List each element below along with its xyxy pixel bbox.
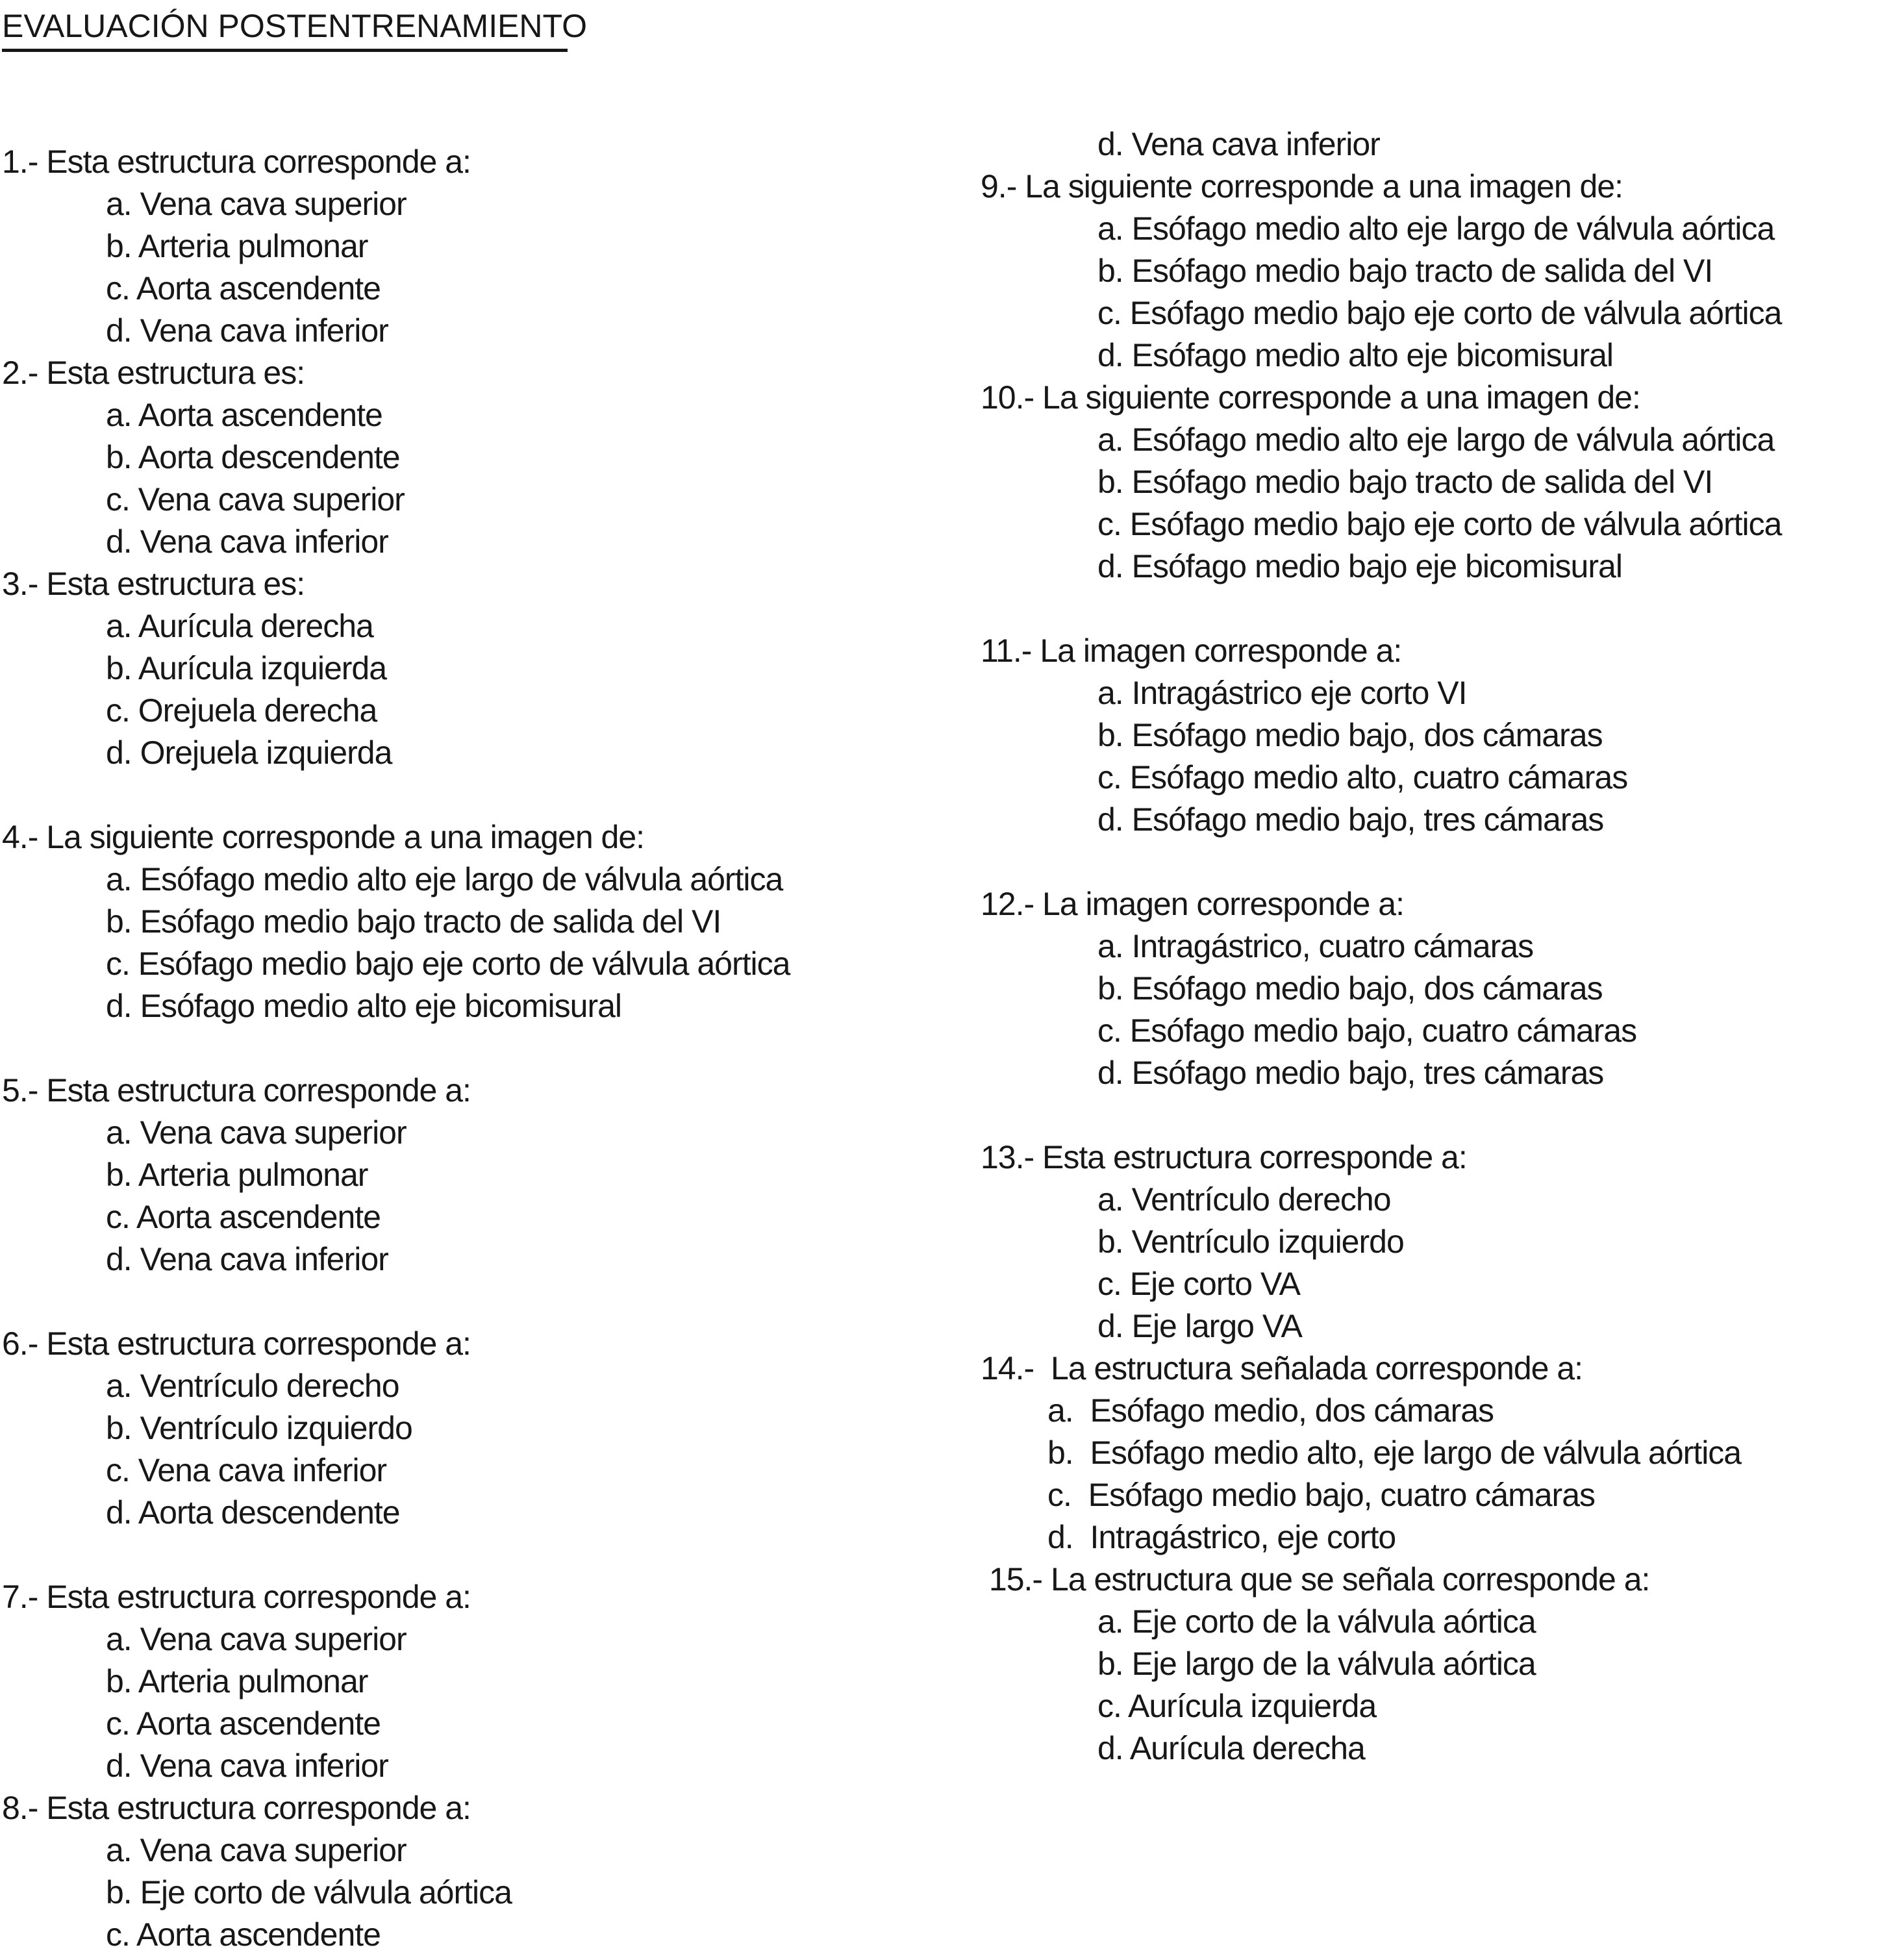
answer-option: b. Esófago medio bajo, dos cámaras xyxy=(1097,970,1603,1007)
answer-option: a. Esófago medio alto eje largo de válvula aórtica xyxy=(1097,421,1775,458)
question-block xyxy=(2,141,955,352)
answer-option: d. Eje largo VA xyxy=(1097,1308,1302,1344)
answer-option: c. Esófago medio bajo eje corto de válvula aórtica xyxy=(1097,295,1782,331)
question-block xyxy=(981,377,1904,588)
answer-option: d. Vena cava inferior xyxy=(106,523,388,560)
answer-option: b. Esófago medio bajo, dos cámaras xyxy=(1097,717,1603,753)
answer-option: c. Vena cava superior xyxy=(106,481,405,518)
answer-option: d. Aorta descendente xyxy=(106,1494,400,1531)
page-header xyxy=(2,5,955,52)
question-block xyxy=(2,563,955,774)
question-header: 11.- La imagen corresponde a: xyxy=(981,633,1402,669)
answer-option: c. Orejuela derecha xyxy=(106,692,377,729)
question-header: 4.- La siguiente corresponde a una imagen de: xyxy=(2,819,645,855)
answer-option: c. Aorta ascendente xyxy=(106,1199,381,1235)
answer-option: d. Vena cava inferior xyxy=(1097,126,1380,162)
answer-option: d. Vena cava inferior xyxy=(106,312,388,349)
question-block xyxy=(981,166,1904,377)
answer-option: b. Esófago medio alto, eje largo de válvula aórtica xyxy=(1047,1435,1742,1471)
answer-option: d. Orejuela izquierda xyxy=(106,734,392,771)
answer-option: c. Aorta ascendente xyxy=(106,270,381,307)
answer-option: a. Esófago medio, dos cámaras xyxy=(1047,1392,1494,1429)
answer-option: d. Esófago medio bajo, tres cámaras xyxy=(1097,801,1604,838)
question-block xyxy=(981,1348,1904,1559)
question-header: 1.- Esta estructura corresponde a: xyxy=(2,144,471,180)
answer-option: a. Vena cava superior xyxy=(106,186,407,222)
question-header: 7.- Esta estructura corresponde a: xyxy=(2,1579,471,1615)
question-continuation-block xyxy=(981,123,1904,166)
answer-option: d. Esófago medio bajo, tres cámaras xyxy=(1097,1055,1604,1091)
question-header: 5.- Esta estructura corresponde a: xyxy=(2,1072,471,1109)
question-block xyxy=(981,883,1904,1094)
answer-option: c. Esófago medio alto, cuatro cámaras xyxy=(1097,759,1628,796)
question-block xyxy=(2,1323,955,1534)
question-block xyxy=(2,1070,955,1281)
question-header: 3.- Esta estructura es: xyxy=(2,566,305,602)
answer-option: a. Eje corto de la válvula aórtica xyxy=(1097,1603,1536,1640)
answer-option: d. Esófago medio bajo eje bicomisural xyxy=(1097,548,1622,584)
left-question-list xyxy=(2,141,955,1956)
answer-option: b. Aorta descendente xyxy=(106,439,400,475)
answer-option: c. Esófago medio bajo, cuatro cámaras xyxy=(1097,1012,1637,1049)
question-header: 6.- Esta estructura corresponde a: xyxy=(2,1325,471,1362)
answer-option: c. Esófago medio bajo, cuatro cámaras xyxy=(1047,1477,1596,1513)
answer-option: a. Aorta ascendente xyxy=(106,397,382,433)
answer-option: b. Aurícula izquierda xyxy=(106,650,387,686)
answer-option: c. Esófago medio bajo eje corto de válvula aórtica xyxy=(106,946,790,982)
question-header: 8.- Esta estructura corresponde a: xyxy=(2,1790,471,1826)
question-header: 14.- La estructura señalada corresponde a: xyxy=(981,1350,1583,1386)
answer-option: d. Vena cava inferior xyxy=(106,1241,388,1277)
answer-option: c. Eje corto VA xyxy=(1097,1266,1300,1302)
answer-option: b. Ventrículo izquierdo xyxy=(1097,1223,1404,1260)
answer-option: b. Ventrículo izquierdo xyxy=(106,1410,412,1446)
question-block xyxy=(981,630,1904,841)
answer-option: d. Aurícula derecha xyxy=(1097,1730,1365,1766)
question-header: 2.- Esta estructura es: xyxy=(2,355,305,391)
question-header: 15.- La estructura que se señala corresponde a: xyxy=(981,1561,1650,1598)
answer-option: c. Vena cava inferior xyxy=(106,1452,387,1488)
answer-option: b. Arteria pulmonar xyxy=(106,1157,368,1193)
question-block xyxy=(2,352,955,563)
answer-option: c. Esófago medio bajo eje corto de válvula aórtica xyxy=(1097,506,1782,542)
answer-option: a. Vena cava superior xyxy=(106,1832,407,1868)
answer-option: b. Esófago medio bajo tracto de salida del VI xyxy=(106,903,721,940)
answer-option: b. Arteria pulmonar xyxy=(106,1663,368,1699)
answer-option: d. Esófago medio alto eje bicomisural xyxy=(1097,337,1614,373)
question-header: 9.- La siguiente corresponde a una imagen de: xyxy=(981,168,1623,205)
question-header: 10.- La siguiente corresponde a una imagen de: xyxy=(981,379,1640,416)
answer-option: d. Intragástrico, eje corto xyxy=(1047,1519,1396,1555)
answer-option: b. Arteria pulmonar xyxy=(106,228,368,264)
answer-option: d. Vena cava inferior xyxy=(106,1748,388,1784)
question-header: 12.- La imagen corresponde a: xyxy=(981,886,1404,922)
question-block xyxy=(981,1136,1904,1348)
question-header: 13.- Esta estructura corresponde a: xyxy=(981,1139,1467,1175)
answer-option: a. Ventrículo derecho xyxy=(106,1368,399,1404)
answer-option: d. Esófago medio alto eje bicomisural xyxy=(106,988,622,1024)
answer-option: a. Vena cava superior xyxy=(106,1114,407,1151)
answer-option: b. Eje largo de la válvula aórtica xyxy=(1097,1646,1536,1682)
answer-option: a. Ventrículo derecho xyxy=(1097,1181,1391,1218)
answer-option: a. Intragástrico eje corto VI xyxy=(1097,675,1467,711)
answer-option: a. Intragástrico, cuatro cámaras xyxy=(1097,928,1534,964)
question-block xyxy=(981,1559,1904,1770)
answer-option: c. Aorta ascendente xyxy=(106,1916,381,1953)
answer-option: a. Vena cava superior xyxy=(106,1621,407,1657)
answer-option: a. Esófago medio alto eje largo de válvula aórtica xyxy=(1097,210,1775,247)
answer-option: b. Esófago medio bajo tracto de salida del VI xyxy=(1097,253,1713,289)
right-question-list xyxy=(981,123,1904,1770)
question-block xyxy=(2,1787,955,1956)
answer-option: a. Aurícula derecha xyxy=(106,608,373,644)
question-block xyxy=(2,1576,955,1787)
answer-option: a. Esófago medio alto eje largo de válvula aórtica xyxy=(106,861,783,897)
page-title: EVALUACIÓN POSTENTRENAMIENTO xyxy=(2,5,587,52)
answer-option: b. Eje corto de válvula aórtica xyxy=(106,1874,512,1911)
right-column xyxy=(955,0,1904,1770)
answer-option: b. Esófago medio bajo tracto de salida del VI xyxy=(1097,464,1713,500)
answer-option: c. Aurícula izquierda xyxy=(1097,1688,1377,1724)
question-block xyxy=(2,816,955,1027)
answer-option: c. Aorta ascendente xyxy=(106,1705,381,1742)
